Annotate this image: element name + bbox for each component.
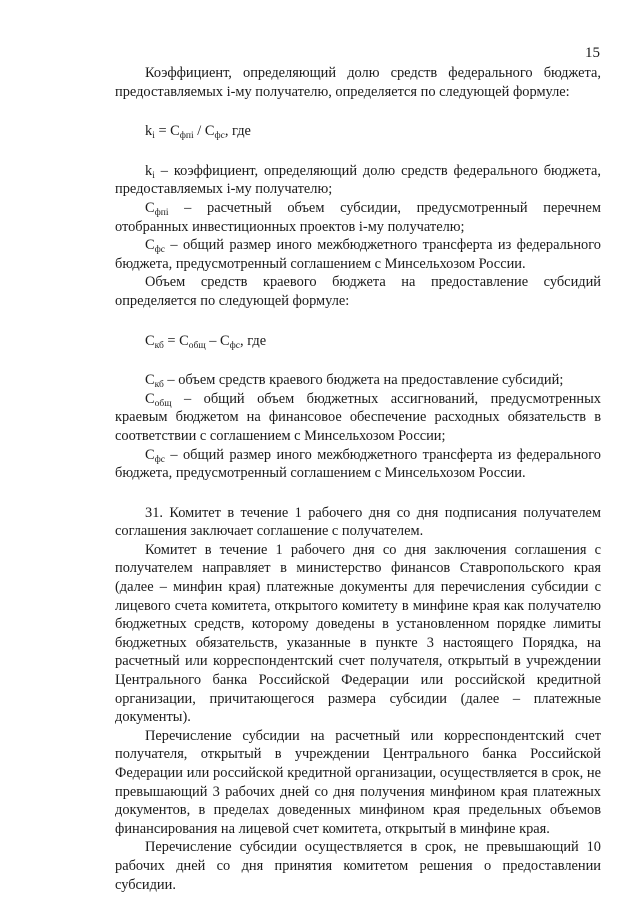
definition-ckb: $С_{кб}$ – объем средств краевого бюджета на предоставление субсидий;	[145, 372, 564, 391]
formula-regional-budget: $С_{кб} = С_{общ} - С_{фс}$, где	[145, 332, 267, 351]
definition-cobsh: $С_{общ}$ – общий объем бюджетных ассигнований, предусмотренных краевым бюджетом на финансовое обеспечение расходных обязательств в соответствии с соглашением с Минсельхозом России;	[115, 390, 601, 444]
subscript: фс	[154, 245, 165, 256]
subscript: фс	[229, 340, 241, 351]
paragraph-payment-documents: Комитет в течение 1 рабочего дня со дня заключения соглашения с получателем направляет в министерство финансов Ставропольского края (далее – минфин края) платежные документы для перечисления субсидии с лицевого счета комитета, открытого комитету в минфине края как получателю бюджетных средств, которому доведены в установленном порядке лимиты бюджетных обязательств, указанные в пункте 3 настоящего Порядка, на расчетный или корреспондентский счет получателя, открытый в учреждении Центрального банка Российской Федерации или российской кредитной организации, причитающегося размера субсидии (далее – платежные документы).	[115, 541, 601, 726]
subscript: общ	[154, 398, 172, 409]
paragraph-transfer-deadline: Перечисление субсидии осуществляется в срок, не превышающий 10 рабочих дней со дня принятия комитетом решения о предоставлении субсидии.	[115, 839, 601, 893]
paragraph-regional-budget-intro: Объем средств краевого бюджета на предоставление субсидий определяется по следующей формуле:	[115, 274, 601, 309]
page-number: 15	[585, 45, 600, 61]
document-body	[115, 64, 601, 894]
paragraph-transfer-terms: Перечисление субсидии на расчетный или корреспондентский счет получателя, открытый в учреждении Центрального банка Российской Федерации или российской кредитной организации, осуществляется в срок, не превышающий 3 рабочих дней со дня получения минфином края платежных документов, в пределах доведенных минфином края предельных объемов финансирования на лицевой счет комитета, открытый в минфине края.	[115, 727, 601, 837]
definition-cfs-2: $С_{фс}$ – общий размер иного межбюджетного трансферта из федерального бюджета, предусмотренный соглашением с Минсельхозом России.	[115, 446, 601, 482]
definition-cfs: $С_{фс}$ – общий размер иного межбюджетного трансферта из федерального бюджета, предусмотренный соглашением с Минсельхозом России.	[115, 237, 601, 272]
subscript: общ	[188, 340, 206, 351]
paragraph-item-31: 31. Комитет в течение 1 рабочего дня со дня подписания получателем соглашения заключает соглашение с получателем.	[115, 504, 601, 540]
definition-ki: $k_i$ – коэффициент, определяющий долю средств федерального бюджета, предоставляемых i-му получателю;	[115, 162, 601, 198]
formula-coefficient: $k_i = С_{фпi} / С_{фс}$, где	[145, 123, 251, 142]
subscript: фпi	[154, 207, 169, 218]
definition-cfpi: $С_{фпi}$ – расчетный объем субсидии, предусмотренный перечнем отобранных инвестиционных проектов i-му получателю;	[115, 199, 601, 235]
subscript: кб	[154, 340, 164, 351]
subscript: кб	[154, 380, 164, 391]
subscript: фпi	[179, 131, 194, 142]
subscript: i	[152, 170, 155, 181]
subscript: фс	[154, 454, 165, 465]
subscript: фс	[214, 131, 225, 142]
subscript: i	[152, 131, 155, 142]
paragraph-coefficient-intro: Коэффициент, определяющий долю средств федерального бюджета, предоставляемых i-му получателю, определяется по следующей формуле:	[115, 65, 601, 100]
